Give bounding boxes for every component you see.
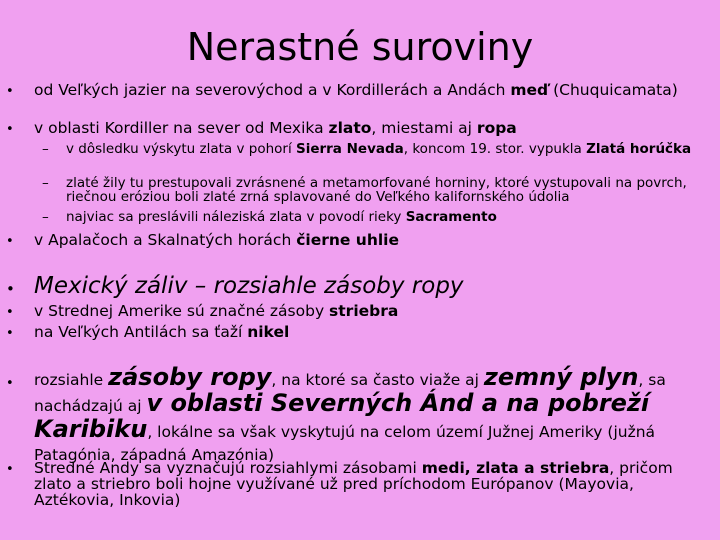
bullet: •: [6, 326, 14, 341]
keyword-gold-rush: Zlatá horúčka: [586, 141, 692, 157]
keyword-copper: meď: [510, 81, 549, 99]
item-copper: [34, 82, 706, 98]
text: rozsiahle: [34, 371, 109, 389]
item-gold: [34, 120, 706, 136]
item-nickel: [34, 324, 706, 340]
keyword-northern-andes: v oblasti Severných Ánd a na pobreží Karibiku: [34, 389, 650, 443]
text: na Veľkých Antilách sa ťaží: [34, 323, 248, 341]
keyword-silver: striebra: [329, 302, 399, 320]
text: , koncom 19. stor. vypukla: [403, 141, 587, 157]
bullet: •: [6, 234, 14, 249]
dash: –: [42, 209, 49, 225]
bullet: •: [6, 376, 14, 391]
text: najviac sa preslávili náleziská zlata v povodí rieky: [66, 209, 406, 225]
bullet: •: [6, 462, 14, 477]
dash: –: [42, 141, 49, 157]
item-oil-gas: [34, 363, 706, 467]
text: v Strednej Amerike sú značné zásoby: [34, 302, 330, 320]
keyword-sierra-nevada: Sierra Nevada: [295, 141, 404, 157]
keyword-oil: ropa: [476, 119, 517, 137]
keyword-gold: zlato: [328, 119, 372, 137]
text: , na ktoré sa často viaže aj: [271, 371, 484, 389]
text: , miestami aj: [371, 119, 477, 137]
item-mexican-gulf: Mexický záliv – rozsiahle zásoby ropy: [34, 273, 464, 299]
bullet: •: [6, 122, 14, 137]
slide-title: Nerastné suroviny: [186, 25, 534, 69]
keyword-sacramento: Sacramento: [405, 209, 497, 225]
keyword-nickel: nikel: [247, 323, 290, 341]
text: Stredné Andy sa vyznačujú rozsiahlymi zásobami: [34, 459, 422, 477]
keyword-natural-gas: zemný plyn: [483, 363, 639, 391]
text: , sa nachádzajú aj: [34, 371, 666, 415]
keyword-coal: čierne uhlie: [296, 231, 400, 249]
text: od Veľkých jazier na severovýchod a v Kordillerách a Andách: [34, 81, 511, 99]
bullet: •: [6, 280, 15, 298]
bullet: •: [6, 84, 14, 99]
text: , lokálne sa však vyskytujú na celom území Južnej Ameriky (južná Patagónia, západná Amazónia): [34, 423, 656, 464]
item-central-andes: [34, 460, 706, 508]
text: (Chuquicamata): [548, 81, 678, 99]
subitem-sierra-nevada: [66, 142, 706, 156]
bullet: •: [6, 305, 14, 320]
text: v dôsledku výskytu zlata v pohorí: [66, 141, 296, 157]
dash: –: [42, 175, 49, 191]
text: v oblasti Kordiller na sever od Mexika: [34, 119, 329, 137]
text: , pričom zlato a striebro boli hojne využívané už pred príchodom Európanov (Mayovia, Aztékovia, Inkovia): [34, 459, 673, 509]
item-coal: [34, 232, 706, 248]
keyword-metals: medi, zlata a striebra: [421, 459, 610, 477]
subitem-sacramento: [66, 210, 706, 224]
keyword-oil-reserves: zásoby ropy: [108, 363, 272, 391]
text: v Apalačoch a Skalnatých horách: [34, 231, 297, 249]
item-silver: [34, 303, 706, 319]
subitem-gold-veins: zlaté žily tu prestupovali zvrásnené a metamorfované horniny, ktoré vystupovali na povrch, riečnou eróziou boli zlaté zrná splavované do Veľkého kalifornského údolia: [66, 175, 687, 205]
